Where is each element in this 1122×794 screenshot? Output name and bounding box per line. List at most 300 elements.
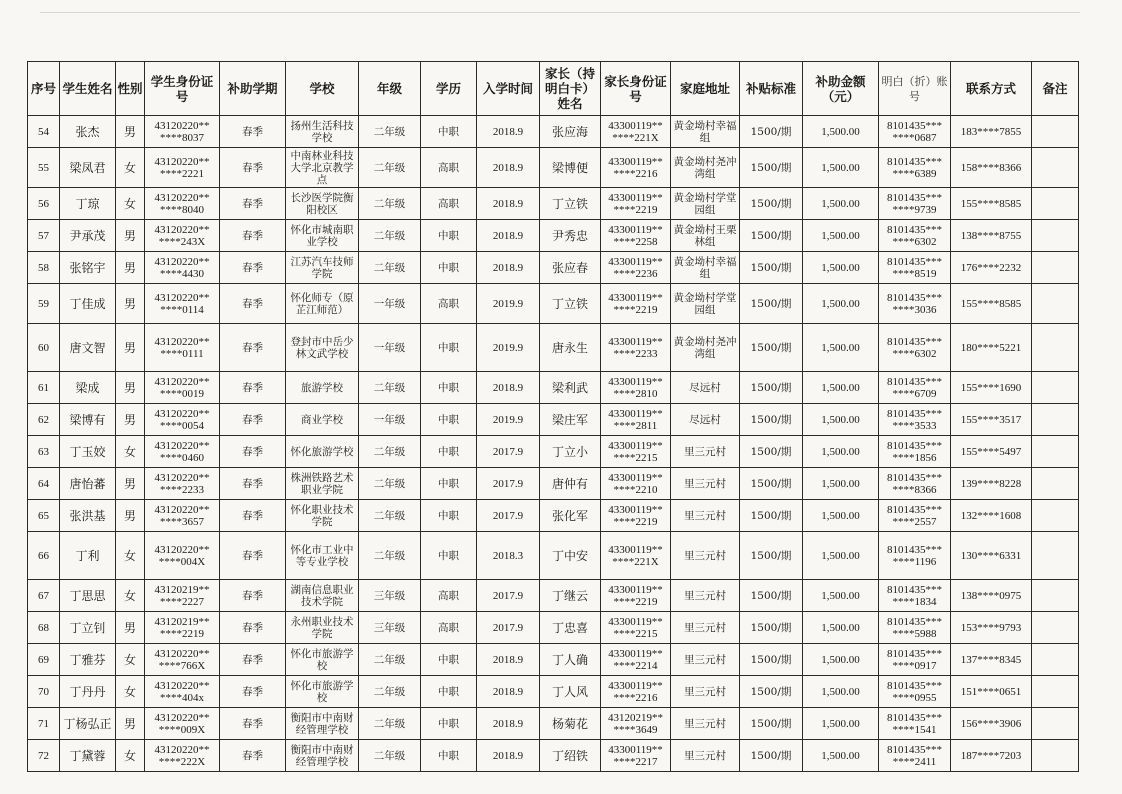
student-name-cell: 张杰 [60, 116, 116, 148]
parent-name-cell: 张应春 [540, 252, 601, 284]
amount-cell: 1,500.00 [803, 644, 879, 676]
grade-cell: 二年级 [359, 188, 421, 220]
address-cell: 里三元村 [671, 740, 740, 772]
education-cell: 中职 [421, 532, 477, 580]
row-number-cell: 55 [28, 148, 60, 188]
parent-name-cell: 丁绍铁 [540, 740, 601, 772]
gender-cell: 男 [116, 372, 145, 404]
grade-cell: 二年级 [359, 252, 421, 284]
student-id-cell-part: 43120220** [154, 743, 210, 756]
row-number-cell: 59 [28, 284, 60, 324]
account-cell-part: 8101435*** [887, 255, 942, 268]
grade-cell: 二年级 [359, 468, 421, 500]
table-row [28, 436, 1079, 468]
phone-cell: 156****3906 [951, 708, 1032, 740]
header-cell: 补助学期 [220, 62, 286, 116]
education-cell: 中职 [421, 324, 477, 372]
gender-cell: 女 [116, 740, 145, 772]
school-cell: 登封市中岳少林文武学校 [286, 324, 359, 372]
student-id-cell [145, 500, 220, 532]
note-cell [1032, 532, 1079, 580]
education-cell: 中职 [421, 436, 477, 468]
header-cell: 学生身份证号 [145, 62, 220, 116]
student-name-cell: 唐怡蕃 [60, 468, 116, 500]
parent-name-cell: 丁忠喜 [540, 612, 601, 644]
account-cell [879, 580, 951, 612]
student-id-cell-part: ****2221 [160, 167, 204, 180]
student-id-cell [145, 220, 220, 252]
student-name-cell: 丁杨弘正 [60, 708, 116, 740]
standard-cell: 1500/期 [740, 252, 803, 284]
header-cell: 联系方式 [951, 62, 1032, 116]
parent-id-cell-part: ****2219 [613, 515, 658, 528]
parent-id-cell-part: 43300119** [608, 375, 663, 388]
note-cell [1032, 404, 1079, 436]
account-cell [879, 612, 951, 644]
term-cell: 春季 [220, 644, 286, 676]
term-cell: 春季 [220, 220, 286, 252]
student-id-cell-part: 43120220** [154, 647, 210, 660]
education-cell: 中职 [421, 676, 477, 708]
note-cell [1032, 372, 1079, 404]
phone-cell: 155****5497 [951, 436, 1032, 468]
account-cell-part: 8101435*** [887, 743, 942, 756]
enroll-date-cell: 2019.9 [477, 284, 540, 324]
student-name-cell: 丁黛蓉 [60, 740, 116, 772]
grade-cell: 二年级 [359, 116, 421, 148]
student-id-cell-part: 43120220** [154, 223, 210, 236]
row-number-cell: 63 [28, 436, 60, 468]
account-cell [879, 708, 951, 740]
address-cell: 里三元村 [671, 580, 740, 612]
table-row [28, 612, 1079, 644]
account-cell [879, 324, 951, 372]
parent-name-cell: 张化军 [540, 500, 601, 532]
parent-id-cell-part: 43300119** [608, 335, 663, 348]
student-id-cell-part: 43120220** [154, 191, 210, 204]
account-cell [879, 532, 951, 580]
gender-cell: 男 [116, 116, 145, 148]
student-name-cell: 丁琼 [60, 188, 116, 220]
school-cell: 怀化职业技术学院 [286, 500, 359, 532]
row-number-cell: 60 [28, 324, 60, 372]
account-cell-part: ****2411 [892, 755, 937, 768]
student-id-cell-part: ****4430 [160, 267, 204, 280]
account-cell-part: 8101435*** [887, 615, 942, 628]
header-cell: 明白（折）账号 [879, 62, 951, 116]
student-id-cell-part: ****766X [158, 659, 206, 672]
school-cell: 衡阳市中南财经管理学校 [286, 708, 359, 740]
account-cell-part: ****0917 [892, 659, 937, 672]
term-cell: 春季 [220, 372, 286, 404]
enroll-date-cell: 2019.9 [477, 404, 540, 436]
parent-id-cell-part: 43300119** [608, 439, 663, 452]
amount-cell: 1,500.00 [803, 324, 879, 372]
parent-id-cell-part: ****2216 [613, 167, 658, 180]
term-cell: 春季 [220, 468, 286, 500]
student-id-cell-part: 43120220** [154, 375, 210, 388]
note-cell [1032, 436, 1079, 468]
account-cell-part: ****6302 [892, 347, 937, 360]
note-cell [1032, 468, 1079, 500]
parent-id-cell [601, 500, 671, 532]
scan-artifact-line [40, 12, 1080, 13]
header-row [28, 62, 1079, 116]
term-cell: 春季 [220, 188, 286, 220]
account-cell-part: 8101435*** [887, 291, 942, 304]
parent-id-cell [601, 468, 671, 500]
enroll-date-cell: 2018.9 [477, 644, 540, 676]
grade-cell: 二年级 [359, 532, 421, 580]
student-id-cell-part: 43120220** [154, 543, 210, 556]
gender-cell: 男 [116, 708, 145, 740]
parent-name-cell: 丁继云 [540, 580, 601, 612]
account-cell-part: 8101435*** [887, 503, 942, 516]
row-number-cell: 67 [28, 580, 60, 612]
row-number-cell: 69 [28, 644, 60, 676]
header-cell: 家长身份证号 [601, 62, 671, 116]
education-cell: 高职 [421, 148, 477, 188]
grade-cell: 二年级 [359, 644, 421, 676]
parent-id-cell-part: ****2217 [613, 755, 658, 768]
account-cell-part: 8101435*** [887, 223, 942, 236]
student-id-cell [145, 404, 220, 436]
account-cell-part: ****6709 [892, 387, 937, 400]
amount-cell: 1,500.00 [803, 740, 879, 772]
education-cell: 中职 [421, 116, 477, 148]
term-cell: 春季 [220, 500, 286, 532]
parent-id-cell-part: ****2214 [613, 659, 658, 672]
parent-id-cell-part: 43300119** [608, 503, 663, 516]
parent-id-cell [601, 740, 671, 772]
account-cell-part: ****1541 [892, 723, 937, 736]
note-cell [1032, 116, 1079, 148]
student-id-cell-part: ****0114 [160, 303, 204, 316]
term-cell: 春季 [220, 252, 286, 284]
table-row [28, 252, 1079, 284]
student-id-cell-part: 43120220** [154, 711, 210, 724]
row-number-cell: 65 [28, 500, 60, 532]
account-cell-part: ****0687 [892, 131, 937, 144]
account-cell-part: ****2557 [892, 515, 937, 528]
parent-id-cell [601, 284, 671, 324]
enroll-date-cell: 2017.9 [477, 580, 540, 612]
parent-id-cell-part: ****221X [612, 555, 659, 568]
parent-id-cell-part: 43300119** [608, 191, 663, 204]
account-cell [879, 676, 951, 708]
address-cell: 尽远村 [671, 404, 740, 436]
term-cell: 春季 [220, 676, 286, 708]
grade-cell: 一年级 [359, 324, 421, 372]
gender-cell: 女 [116, 580, 145, 612]
header-cell: 学校 [286, 62, 359, 116]
student-id-cell [145, 740, 220, 772]
row-number-cell: 58 [28, 252, 60, 284]
school-cell: 商业学校 [286, 404, 359, 436]
table-row [28, 532, 1079, 580]
account-cell-part: 8101435*** [887, 119, 942, 132]
student-id-cell-part: 43120220** [154, 679, 210, 692]
amount-cell: 1,500.00 [803, 372, 879, 404]
account-cell-part: 8101435*** [887, 439, 942, 452]
phone-cell: 155****1690 [951, 372, 1032, 404]
account-cell [879, 220, 951, 252]
amount-cell: 1,500.00 [803, 220, 879, 252]
grade-cell: 二年级 [359, 500, 421, 532]
row-number-cell: 68 [28, 612, 60, 644]
amount-cell: 1,500.00 [803, 188, 879, 220]
amount-cell: 1,500.00 [803, 404, 879, 436]
amount-cell: 1,500.00 [803, 468, 879, 500]
parent-id-cell-part: ****2215 [613, 627, 658, 640]
parent-name-cell: 唐仲有 [540, 468, 601, 500]
row-number-cell: 56 [28, 188, 60, 220]
gender-cell: 女 [116, 148, 145, 188]
row-number-cell: 57 [28, 220, 60, 252]
student-name-cell: 丁思思 [60, 580, 116, 612]
row-number-cell: 61 [28, 372, 60, 404]
school-cell: 株洲铁路艺术职业学院 [286, 468, 359, 500]
standard-cell: 1500/期 [740, 324, 803, 372]
amount-cell: 1,500.00 [803, 580, 879, 612]
note-cell [1032, 580, 1079, 612]
note-cell [1032, 644, 1079, 676]
account-cell [879, 468, 951, 500]
account-cell-part: ****0955 [892, 691, 937, 704]
account-cell [879, 252, 951, 284]
school-cell: 怀化市旅游学校 [286, 644, 359, 676]
school-cell: 扬州生活科技学校 [286, 116, 359, 148]
parent-id-cell [601, 404, 671, 436]
gender-cell: 女 [116, 532, 145, 580]
account-cell-part: ****3036 [892, 303, 937, 316]
account-cell-part: 8101435*** [887, 407, 942, 420]
amount-cell: 1,500.00 [803, 532, 879, 580]
parent-id-cell-part: 43300119** [608, 615, 663, 628]
enroll-date-cell: 2018.9 [477, 116, 540, 148]
student-id-cell-part: 43120220** [154, 155, 210, 168]
parent-id-cell [601, 436, 671, 468]
parent-id-cell-part: ****2219 [613, 203, 658, 216]
account-cell-part: 8101435*** [887, 583, 942, 596]
student-id-cell [145, 532, 220, 580]
parent-id-cell-part: ****221X [612, 131, 659, 144]
school-cell: 怀化师专（原芷江师范） [286, 284, 359, 324]
student-id-cell-part: 43120220** [154, 335, 210, 348]
account-cell [879, 372, 951, 404]
student-id-cell-part: ****404x [160, 691, 204, 704]
term-cell: 春季 [220, 284, 286, 324]
student-id-cell-part: ****2219 [160, 627, 204, 640]
student-id-cell-part: 43120220** [154, 503, 210, 516]
grade-cell: 二年级 [359, 740, 421, 772]
school-cell: 衡阳市中南财经管理学校 [286, 740, 359, 772]
parent-id-cell [601, 580, 671, 612]
address-cell: 里三元村 [671, 532, 740, 580]
student-name-cell: 丁玉姣 [60, 436, 116, 468]
parent-id-cell-part: 43300119** [608, 679, 663, 692]
parent-name-cell: 丁立小 [540, 436, 601, 468]
row-number-cell: 72 [28, 740, 60, 772]
table-row [28, 468, 1079, 500]
grade-cell: 二年级 [359, 148, 421, 188]
parent-id-cell-part: ****2219 [613, 595, 658, 608]
header-cell: 学历 [421, 62, 477, 116]
parent-id-cell [601, 188, 671, 220]
table-row [28, 500, 1079, 532]
student-name-cell: 张洪基 [60, 500, 116, 532]
header-cell: 性别 [116, 62, 145, 116]
grade-cell: 二年级 [359, 372, 421, 404]
account-cell-part: ****1196 [892, 555, 937, 568]
education-cell: 中职 [421, 372, 477, 404]
gender-cell: 男 [116, 324, 145, 372]
amount-cell: 1,500.00 [803, 148, 879, 188]
account-cell [879, 284, 951, 324]
gender-cell: 男 [116, 220, 145, 252]
parent-id-cell-part: 43300119** [608, 223, 663, 236]
enroll-date-cell: 2017.9 [477, 500, 540, 532]
account-cell-part: 8101435*** [887, 155, 942, 168]
note-cell [1032, 740, 1079, 772]
gender-cell: 女 [116, 188, 145, 220]
standard-cell: 1500/期 [740, 284, 803, 324]
enroll-date-cell: 2019.9 [477, 324, 540, 372]
standard-cell: 1500/期 [740, 148, 803, 188]
education-cell: 中职 [421, 220, 477, 252]
header-cell: 补助金额（元） [803, 62, 879, 116]
term-cell: 春季 [220, 148, 286, 188]
account-cell [879, 188, 951, 220]
parent-name-cell: 尹秀忠 [540, 220, 601, 252]
account-cell-part: ****8519 [892, 267, 937, 280]
table-row [28, 740, 1079, 772]
student-id-cell [145, 188, 220, 220]
student-id-cell [145, 708, 220, 740]
parent-name-cell: 梁庄军 [540, 404, 601, 436]
parent-id-cell [601, 372, 671, 404]
student-id-cell-part: ****222X [158, 755, 206, 768]
student-id-cell-part: ****243X [158, 235, 206, 248]
school-cell: 湖南信息职业技术学院 [286, 580, 359, 612]
parent-id-cell-part: ****2810 [613, 387, 658, 400]
student-id-cell [145, 372, 220, 404]
student-name-cell: 梁博有 [60, 404, 116, 436]
student-id-cell-part: 43120220** [154, 439, 210, 452]
enroll-date-cell: 2017.9 [477, 612, 540, 644]
student-id-cell [145, 252, 220, 284]
parent-id-cell-part: ****2236 [613, 267, 658, 280]
account-cell [879, 116, 951, 148]
row-number-cell: 64 [28, 468, 60, 500]
table-row [28, 188, 1079, 220]
account-cell-part: 8101435*** [887, 375, 942, 388]
parent-name-cell: 丁中安 [540, 532, 601, 580]
enroll-date-cell: 2017.9 [477, 436, 540, 468]
student-id-cell-part: 43120219** [154, 615, 210, 628]
note-cell [1032, 252, 1079, 284]
header-cell: 家长（持明白卡）姓名 [540, 62, 601, 116]
phone-cell: 151****0651 [951, 676, 1032, 708]
row-number-cell: 66 [28, 532, 60, 580]
standard-cell: 1500/期 [740, 500, 803, 532]
parent-id-cell [601, 324, 671, 372]
school-cell: 怀化市城南职业学校 [286, 220, 359, 252]
row-number-cell: 62 [28, 404, 60, 436]
table-row [28, 284, 1079, 324]
grade-cell: 三年级 [359, 580, 421, 612]
student-name-cell: 梁凤君 [60, 148, 116, 188]
term-cell: 春季 [220, 404, 286, 436]
school-cell: 怀化市工业中等专业学校 [286, 532, 359, 580]
student-id-cell [145, 324, 220, 372]
note-cell [1032, 500, 1079, 532]
term-cell: 春季 [220, 116, 286, 148]
phone-cell: 138****0975 [951, 580, 1032, 612]
phone-cell: 153****9793 [951, 612, 1032, 644]
address-cell: 黄金坳村尧冲湾组 [671, 324, 740, 372]
row-number-cell: 54 [28, 116, 60, 148]
student-id-cell [145, 580, 220, 612]
parent-id-cell-part: 43300119** [608, 471, 663, 484]
header-cell: 备注 [1032, 62, 1079, 116]
education-cell: 高职 [421, 188, 477, 220]
account-cell [879, 500, 951, 532]
standard-cell: 1500/期 [740, 644, 803, 676]
student-id-cell-part: ****0019 [160, 387, 204, 400]
phone-cell: 183****7855 [951, 116, 1032, 148]
address-cell: 尽远村 [671, 372, 740, 404]
school-cell: 永州职业技术学院 [286, 612, 359, 644]
amount-cell: 1,500.00 [803, 284, 879, 324]
address-cell: 里三元村 [671, 644, 740, 676]
education-cell: 中职 [421, 252, 477, 284]
account-cell-part: ****5988 [892, 627, 937, 640]
note-cell [1032, 284, 1079, 324]
subsidy-table [27, 61, 1079, 772]
term-cell: 春季 [220, 436, 286, 468]
education-cell: 中职 [421, 500, 477, 532]
account-cell-part: ****1834 [892, 595, 937, 608]
account-cell-part: 8101435*** [887, 191, 942, 204]
student-id-cell [145, 116, 220, 148]
amount-cell: 1,500.00 [803, 676, 879, 708]
enroll-date-cell: 2018.9 [477, 372, 540, 404]
education-cell: 中职 [421, 404, 477, 436]
standard-cell: 1500/期 [740, 404, 803, 436]
parent-id-cell [601, 148, 671, 188]
education-cell: 高职 [421, 612, 477, 644]
account-cell [879, 644, 951, 676]
header-cell: 补贴标准 [740, 62, 803, 116]
note-cell [1032, 324, 1079, 372]
school-cell: 怀化旅游学校 [286, 436, 359, 468]
student-name-cell: 梁成 [60, 372, 116, 404]
student-id-cell-part: 43120220** [154, 291, 210, 304]
parent-id-cell-part: 43300119** [608, 407, 663, 420]
amount-cell: 1,500.00 [803, 436, 879, 468]
address-cell: 黄金坳村幸福组 [671, 116, 740, 148]
parent-id-cell-part: ****2215 [613, 451, 658, 464]
standard-cell: 1500/期 [740, 612, 803, 644]
table-row [28, 372, 1079, 404]
account-cell-part: 8101435*** [887, 471, 942, 484]
student-id-cell-part: 43120220** [154, 255, 210, 268]
amount-cell: 1,500.00 [803, 500, 879, 532]
parent-id-cell-part: 43300119** [608, 155, 663, 168]
student-id-cell-part: ****004X [158, 555, 206, 568]
grade-cell: 二年级 [359, 708, 421, 740]
